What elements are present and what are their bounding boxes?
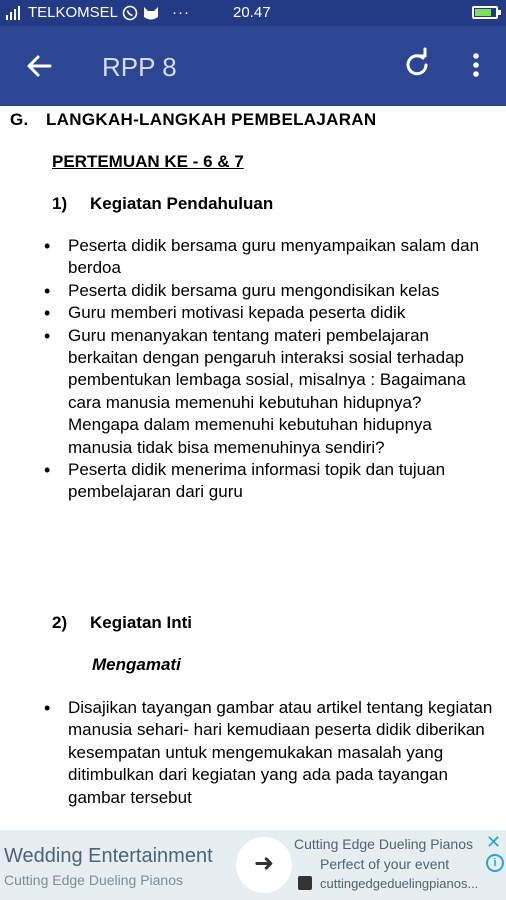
meeting-heading: PERTEMUAN KE - 6 & 7 bbox=[52, 152, 244, 171]
section-heading bbox=[10, 110, 376, 130]
ad-favicon-icon bbox=[298, 876, 312, 890]
ad-headline[interactable]: Wedding Entertainment bbox=[4, 845, 213, 867]
part2-number: 2) bbox=[52, 613, 68, 632]
part1-number: 1) bbox=[52, 194, 68, 213]
whatsapp-icon bbox=[122, 5, 138, 21]
ad-right-text[interactable]: Perfect of your event bbox=[320, 856, 450, 872]
close-icon[interactable]: ✕ bbox=[486, 832, 502, 852]
ad-right-title[interactable]: Cutting Edge Dueling Pianos bbox=[294, 836, 474, 852]
list-item: • Peserta didik menerima informasi topik dan tujuan pembelajaran dari guru bbox=[44, 459, 494, 504]
arrow-back-icon[interactable] bbox=[22, 48, 58, 84]
part2-subheading: Mengamati bbox=[92, 655, 181, 674]
carrier-label: TELKOMSEL bbox=[28, 4, 119, 21]
more-notifications-icon: ··· bbox=[172, 4, 191, 21]
cat-app-icon bbox=[142, 5, 160, 21]
list-item: • Guru menanyakan tentang materi pembelajaran berkaitan dengan pengaruh interaksi sosial terhadap pembentukan lembaga sosial, misalnya : Bagaimana cara manusia memenuhi kebutuhan hidupnya? Mengapa dalam memenuhi kebutuhan hidupnya manusia tidak bisa memenuhinya sendiri? bbox=[44, 325, 494, 459]
clock: 20.47 bbox=[233, 4, 271, 21]
part2-heading bbox=[52, 613, 192, 633]
battery-charging-icon bbox=[472, 6, 498, 19]
app-bar bbox=[0, 26, 506, 106]
refresh-icon[interactable] bbox=[398, 46, 436, 84]
part1-bullet-list bbox=[44, 235, 494, 504]
part2-bullet-list bbox=[44, 697, 494, 809]
document-content[interactable] bbox=[0, 106, 506, 818]
more-vert-icon[interactable] bbox=[462, 46, 490, 84]
section-number: G. bbox=[10, 110, 29, 129]
signal-icon bbox=[6, 6, 24, 20]
ad-banner[interactable] bbox=[0, 830, 506, 900]
status-bar bbox=[0, 0, 506, 26]
list-item: • Guru memberi motivasi kepada peserta didik bbox=[44, 302, 494, 324]
section-title: LANGKAH-LANGKAH PEMBELAJARAN bbox=[46, 110, 377, 129]
battery-level bbox=[475, 9, 491, 16]
status-left bbox=[6, 4, 190, 21]
page-title: RPP 8 bbox=[102, 52, 177, 82]
part1-heading bbox=[52, 194, 273, 214]
ad-right-url[interactable]: cuttingedgeduelingpianos... bbox=[320, 876, 479, 891]
list-item: • Peserta didik bersama guru menyampaikan salam dan berdoa bbox=[44, 235, 494, 280]
ad-subline[interactable]: Cutting Edge Dueling Pianos bbox=[4, 872, 184, 888]
arrow-forward-icon[interactable]: ➜ bbox=[236, 837, 292, 893]
list-item: • Peserta didik bersama guru mengondisikan kelas bbox=[44, 280, 494, 302]
list-item: • Disajikan tayangan gambar atau artikel tentang kegiatan manusia sehari- hari kemudiaan peserta didik diberikan kesempatan untuk mengemukakan masalah yang ditimbulkan dari kegiatan yang ada pada tayangan gambar tersebut bbox=[44, 697, 494, 809]
part1-title: Kegiatan Pendahuluan bbox=[90, 194, 274, 213]
part2-title: Kegiatan Inti bbox=[90, 613, 193, 632]
info-icon[interactable]: i bbox=[486, 854, 504, 872]
